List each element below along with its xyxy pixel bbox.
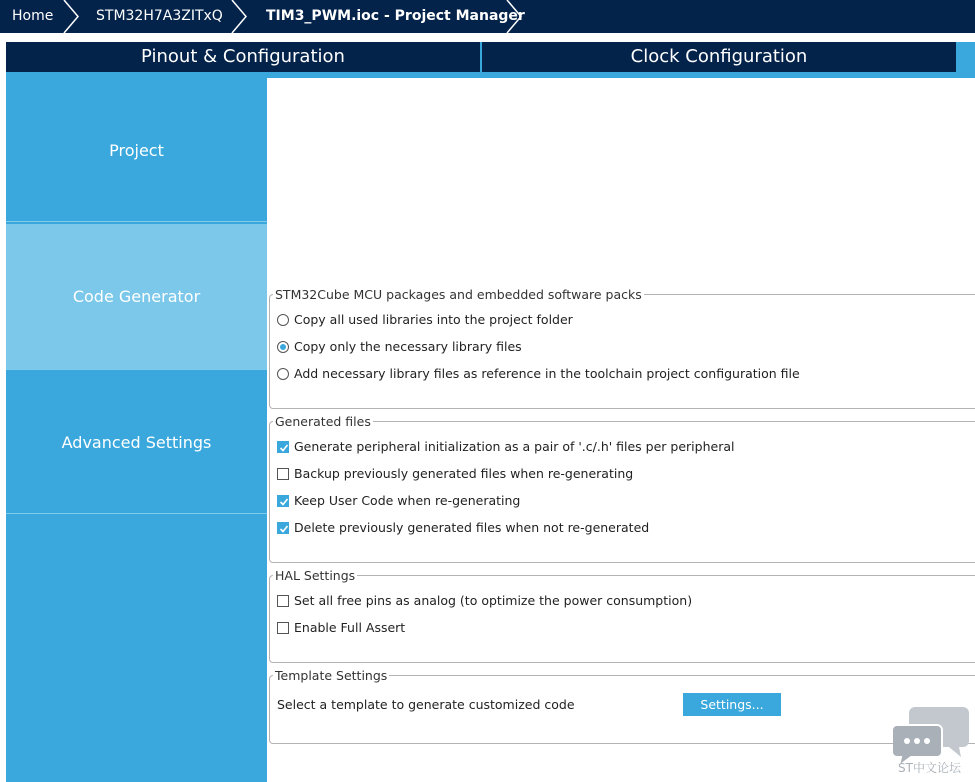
breadcrumb-device[interactable]: STM32H7A3ZITxQ (96, 8, 223, 24)
template-settings-button[interactable]: Settings... (683, 693, 781, 716)
checkbox[interactable] (277, 468, 289, 480)
sidebar-item-code-generator[interactable]: Code Generator (6, 224, 267, 370)
chevron-right-icon (230, 0, 250, 33)
checkbox-label: Enable Full Assert (294, 620, 406, 635)
radio-label: Add necessary library files as reference in the toolchain project configuration file (294, 366, 800, 381)
chevron-right-icon (505, 0, 525, 33)
checkbox-label: Delete previously generated files when not re-generated (294, 520, 650, 535)
radio-button[interactable] (277, 341, 289, 353)
checkbox[interactable] (277, 622, 289, 634)
tab-clock-configuration[interactable]: Clock Configuration (482, 42, 956, 72)
radio-button[interactable] (277, 314, 289, 326)
checkbox-label: Set all free pins as analog (to optimize the power consumption) (294, 593, 693, 608)
checkbox[interactable] (277, 495, 289, 507)
breadcrumb-home[interactable]: Home (12, 8, 54, 24)
template-settings-group-title: Template Settings (275, 668, 388, 683)
checkbox-label: Generate peripheral initialization as a pair of '.c/.h' files per peripheral (294, 439, 735, 454)
radio-label: Copy all used libraries into the project folder (294, 312, 573, 327)
checkmark-icon (279, 497, 289, 507)
watermark-text: ST中文论坛 (898, 761, 961, 775)
sidebar-item-project[interactable]: Project (6, 78, 267, 222)
hal-settings-group (269, 575, 975, 663)
checkmark-icon (279, 524, 289, 534)
checkbox-label: Keep User Code when re-generating (294, 493, 521, 508)
packages-group-title: STM32Cube MCU packages and embedded software packs (275, 287, 642, 302)
breadcrumb (0, 0, 975, 33)
tab-pinout-configuration[interactable]: Pinout & Configuration (6, 42, 480, 72)
checkbox-label: Backup previously generated files when re-generating (294, 466, 634, 481)
checkmark-icon (279, 443, 289, 453)
radio-button[interactable] (277, 368, 289, 380)
template-description: Select a template to generate customized code (277, 697, 575, 712)
sidebar (6, 78, 267, 782)
checkbox[interactable] (277, 441, 289, 453)
sidebar-item-advanced-settings[interactable]: Advanced Settings (6, 370, 267, 514)
chevron-right-icon (62, 0, 82, 33)
generated-files-group-title: Generated files (275, 414, 371, 429)
checkbox[interactable] (277, 522, 289, 534)
hal-settings-group-title: HAL Settings (275, 568, 356, 583)
breadcrumb-current[interactable]: TIM3_PWM.ioc - Project Manager (266, 8, 525, 24)
radio-label: Copy only the necessary library files (294, 339, 522, 354)
checkbox[interactable] (277, 595, 289, 607)
